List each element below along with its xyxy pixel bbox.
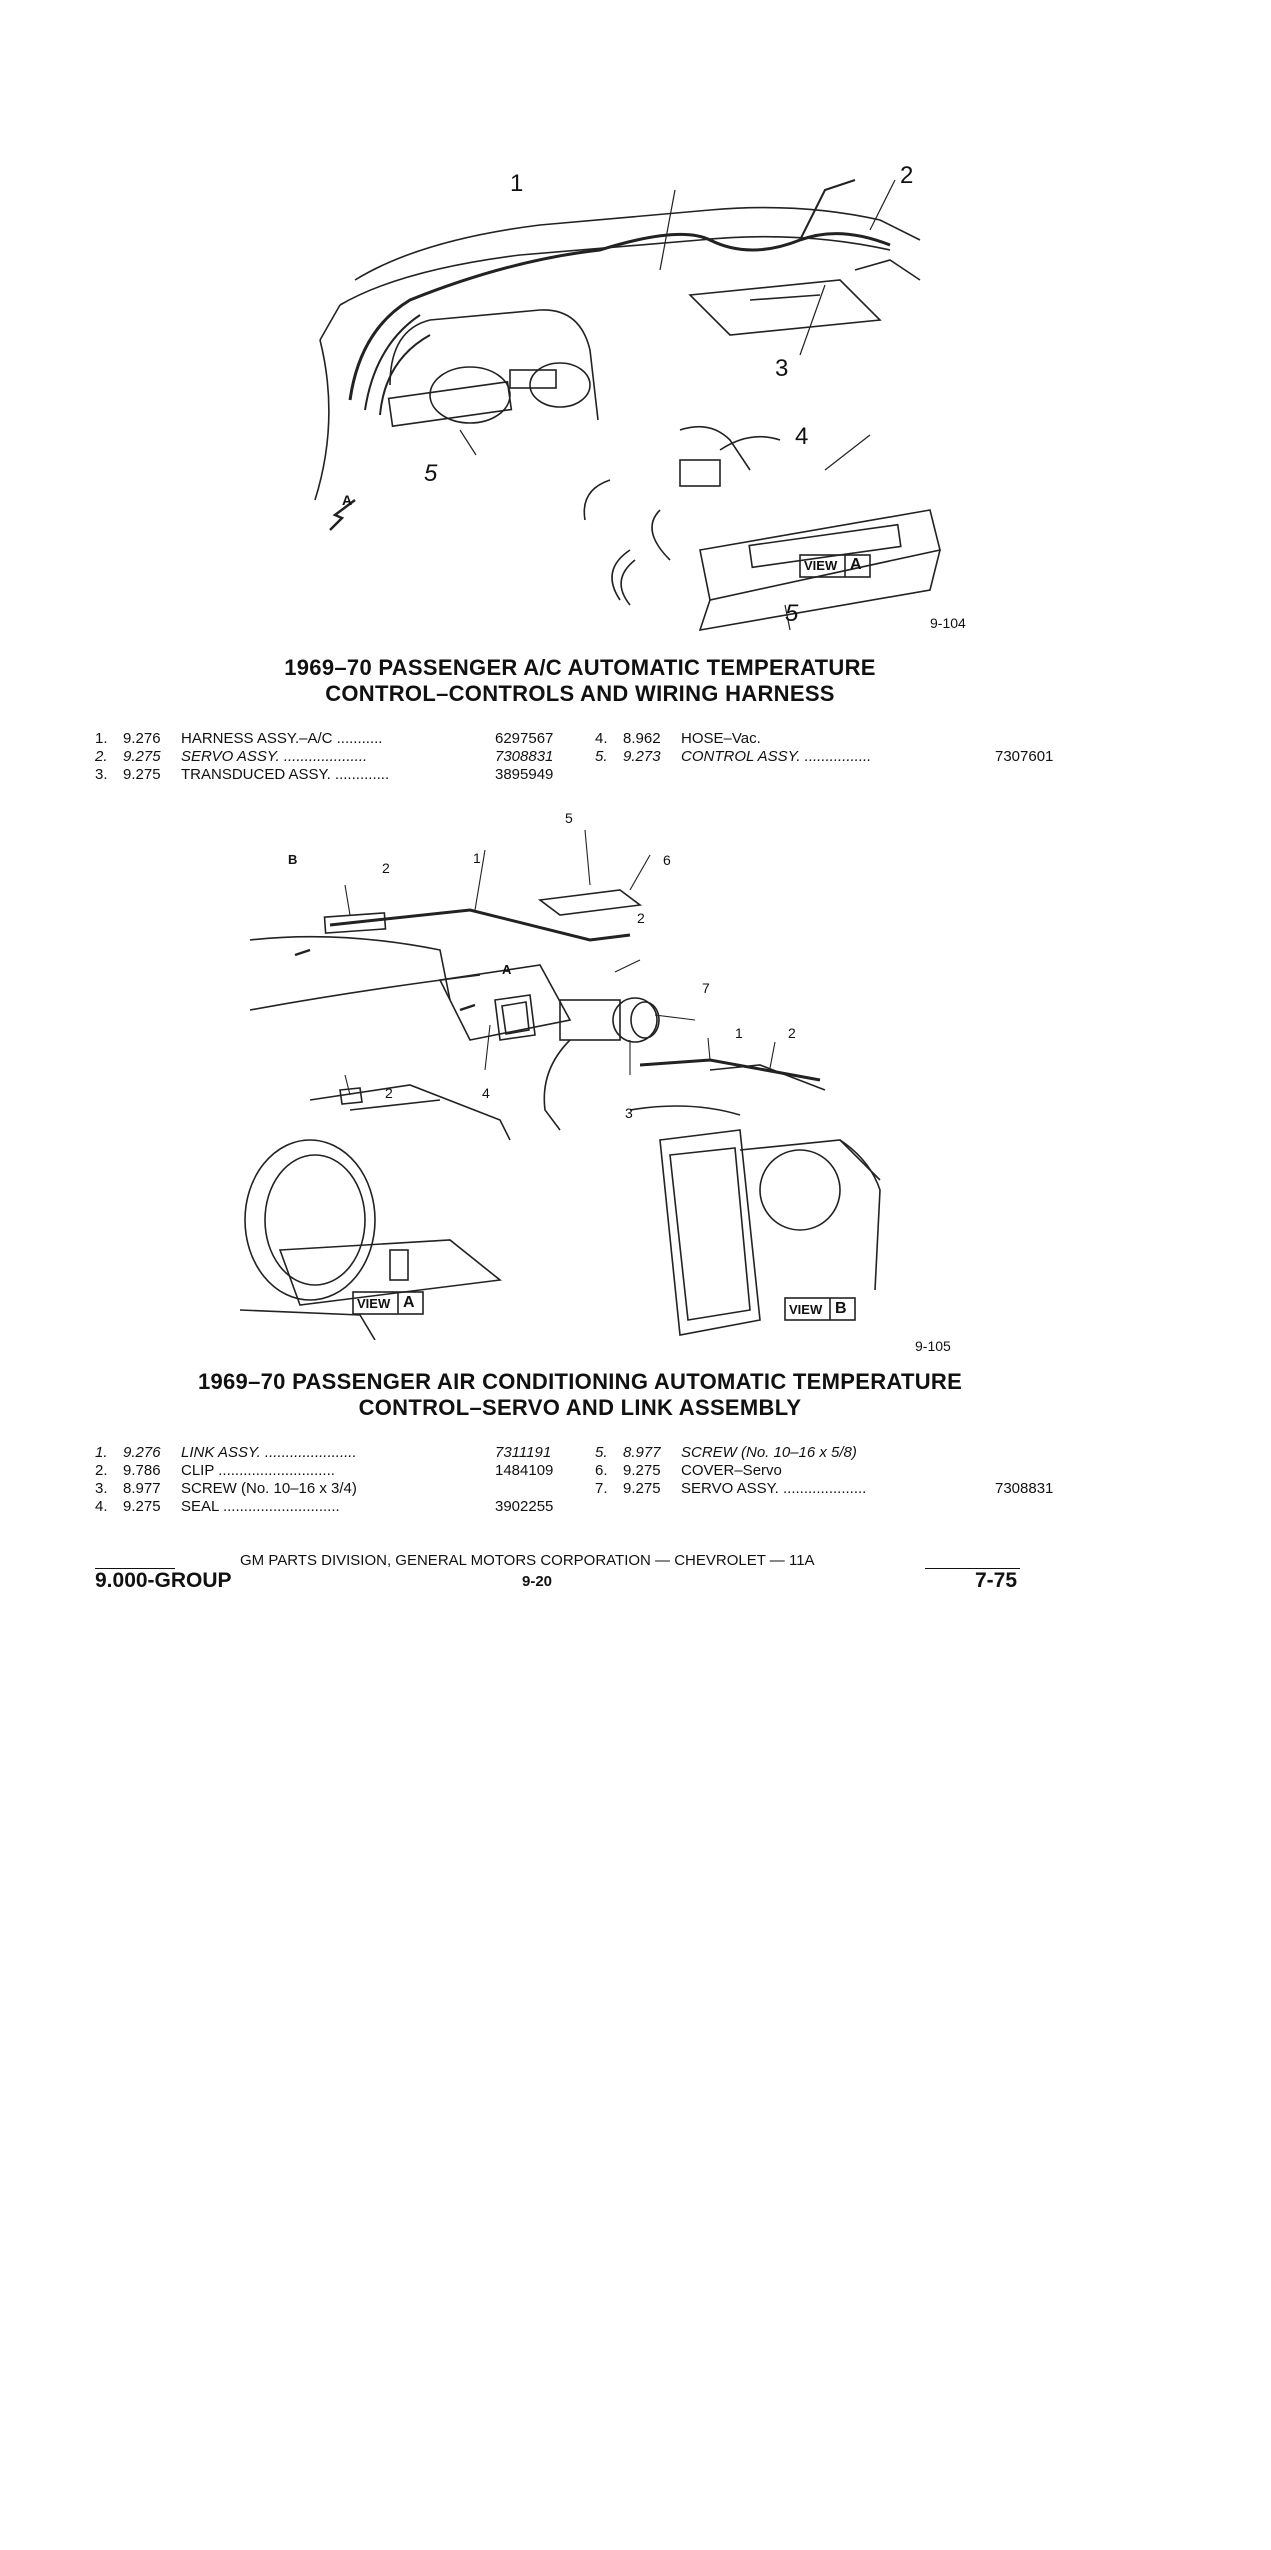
view-a-letter: A — [403, 1294, 415, 1311]
figure-2-illustration — [240, 810, 960, 1340]
callout-6: 6 — [663, 852, 671, 868]
dashboard-harness-drawing — [280, 130, 1000, 650]
figure-2-title-line-1: 1969–70 PASSENGER AIR CONDITIONING AUTOMATIC TEMPERATURE — [197, 1369, 963, 1394]
arrow-b-label: B — [288, 852, 298, 867]
callout-2: 2 — [900, 162, 914, 189]
figure-2-parts-list: 1. 9.276 LINK ASSY. ...................... 7311191 2. 9.786 CLIP ............................ 1484109 3. 8.977 SCREW (No. 10–16 x 3/4) 4. 9.275 SEAL ............................ 3902255 5. 8.977 SCREW (No. 10–16 x 5/8) 6. 9.275 COVER–Servo 7. 9.275 SERVO ASSY. .................... 7308831 — [95, 1444, 1054, 1515]
figure-1-title-line-1: 1969–70 PASSENGER A/C AUTOMATIC TEMPERATURE — [284, 655, 876, 680]
figure-2-title-line-2: CONTROL–SERVO AND LINK ASSEMBLY — [358, 1395, 802, 1420]
callout-1-view-b: 1 — [735, 1025, 743, 1041]
figure-2-number: 9-105 — [915, 1338, 951, 1354]
callout-2-view-b: 2 — [788, 1025, 796, 1041]
callout-2: 2 — [637, 910, 645, 926]
footer-date-code: 7-75 — [975, 1569, 1018, 1592]
figure-1-illustration — [280, 130, 1000, 650]
figure-1-parts-list: 1. 9.276 HARNESS ASSY.–A/C ........... 6297567 2. 9.275 SERVO ASSY. .................... 7308831 3. 9.275 TRANSDUCED ASSY. ............. 3895949 4. 8.962 HOSE–Vac. 5. 9.273 CONTROL ASSY. ................ 7307601 — [95, 730, 1054, 783]
footer-division-line: GM PARTS DIVISION, GENERAL MOTORS CORPORATION — CHEVROLET — 11A — [240, 1552, 815, 1569]
callout-5-dash: 5 — [424, 460, 438, 487]
view-b-label: VIEW — [789, 1302, 823, 1317]
footer-group: 9.000-GROUP — [95, 1569, 232, 1592]
callout-5-detail: 5 — [785, 600, 799, 627]
callout-4: 4 — [482, 1085, 490, 1101]
view-b-letter: B — [835, 1300, 847, 1317]
figure-1-number: 9-104 — [930, 615, 966, 631]
arrow-a-label: A — [502, 962, 512, 977]
callout-2: 2 — [385, 1085, 393, 1101]
callout-5: 5 — [565, 810, 573, 826]
servo-link-drawing — [240, 810, 960, 1340]
callout-1: 1 — [510, 170, 524, 197]
arrow-a-label: A — [342, 492, 353, 508]
view-a-label: VIEW — [357, 1296, 391, 1311]
footer-page-number: 9-20 — [522, 1573, 553, 1590]
callout-4: 4 — [795, 423, 809, 450]
callout-3: 3 — [625, 1105, 633, 1121]
view-a-letter: A — [850, 556, 862, 573]
view-word: VIEW — [804, 558, 838, 573]
callout-2: 2 — [382, 860, 390, 876]
callout-7: 7 — [702, 980, 710, 996]
callout-1: 1 — [473, 850, 481, 866]
callout-3: 3 — [775, 355, 789, 382]
view-a-label — [804, 558, 837, 573]
figure-1-title-line-2: CONTROL–CONTROLS AND WIRING HARNESS — [325, 681, 835, 706]
